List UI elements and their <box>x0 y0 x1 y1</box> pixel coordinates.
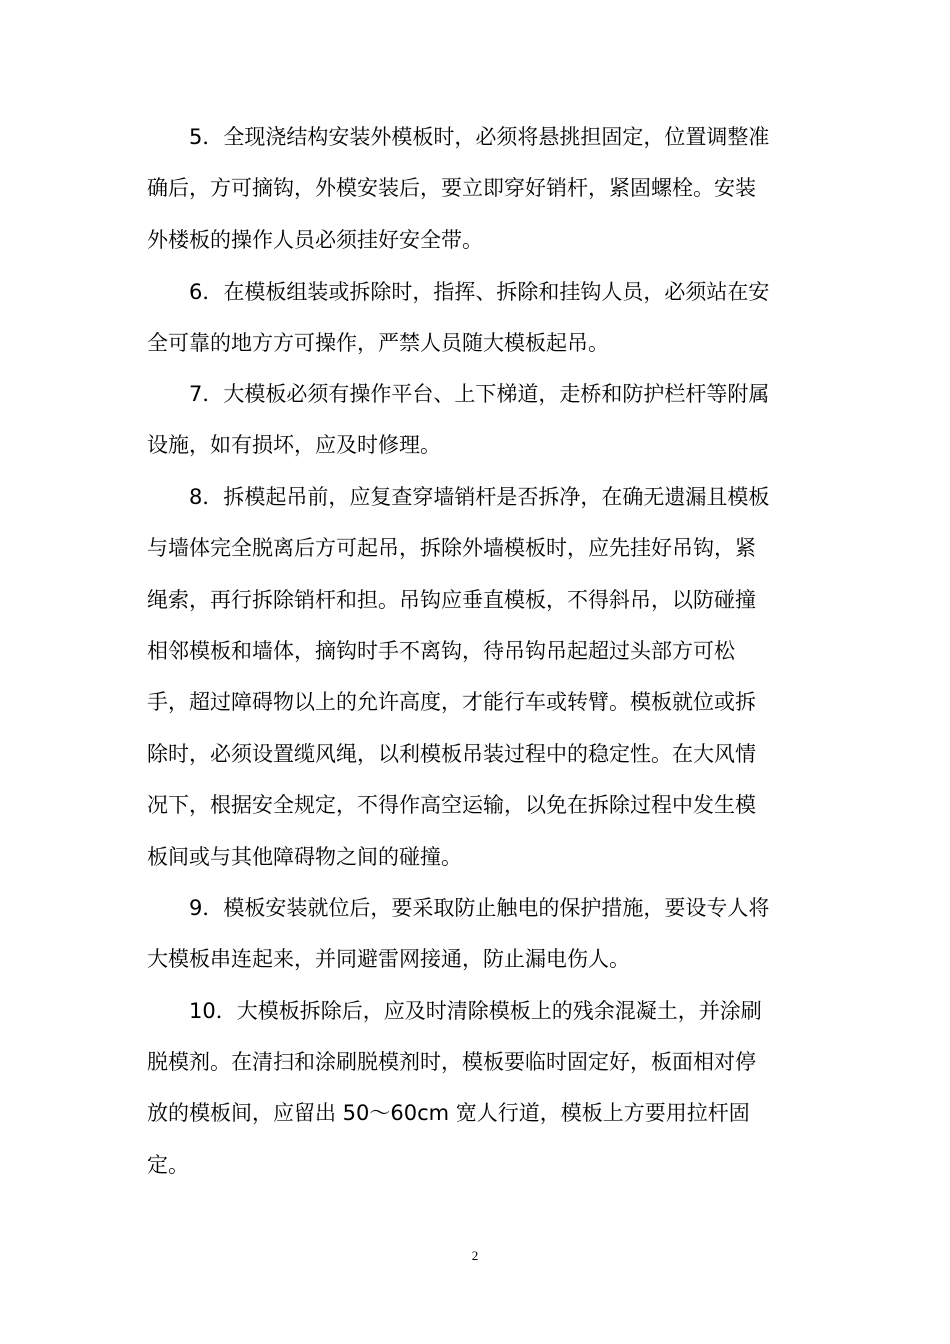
paragraph-7-line-2: 设施，如有损坏，应及时修理。 <box>147 433 441 457</box>
paragraph-8-line-2: 与墙体完全脱离后方可起吊，拆除外墙模板时，应先挂好吊钩，紧 <box>147 536 756 560</box>
paragraph-8-line-8: 板间或与其他障碍物之间的碰撞。 <box>147 845 462 869</box>
paragraph-9-line-1: 9．模板安装就位后，要采取防止触电的保护措施，要设专人将 <box>189 896 770 920</box>
paragraph-10-line-2: 脱模剂。在清扫和涂刷脱模剂时，模板要临时固定好，板面相对停 <box>147 1050 756 1074</box>
paragraph-7-line-1: 7．大模板必须有操作平台、上下梯道，走桥和防护栏杆等附属 <box>189 382 770 406</box>
paragraph-5-line-3: 外楼板的操作人员必须挂好安全带。 <box>147 228 483 252</box>
paragraph-8-line-4: 相邻模板和墙体，摘钩时手不离钩，待吊钩吊起超过头部方可松 <box>147 639 735 663</box>
page-number: 2 <box>471 1248 479 1263</box>
paragraph-6-line-2: 全可靠的地方方可操作，严禁人员随大模板起吊。 <box>147 331 609 355</box>
paragraph-8-line-3: 绳索，再行拆除销杆和担。吊钩应垂直模板，不得斜吊，以防碰撞 <box>147 588 756 612</box>
paragraph-5-line-2: 确后，方可摘钩，外模安装后，要立即穿好销杆，紧固螺栓。安装 <box>147 176 756 200</box>
paragraph-8-line-6: 除时，必须设置缆风绳，以利模板吊装过程中的稳定性。在大风情 <box>147 742 756 766</box>
paragraph-10-line-3: 放的模板间，应留出 50～60cm 宽人行道，模板上方要用拉杆固 <box>147 1101 750 1125</box>
paragraph-8-line-1: 8．拆模起吊前，应复查穿墙销杆是否拆净，在确无遗漏且模板 <box>189 485 770 509</box>
paragraph-10-line-1: 10．大模板拆除后，应及时清除模板上的残余混凝土，并涂刷 <box>189 999 762 1023</box>
paragraph-5-line-1: 5．全现浇结构安装外模板时，必须将悬挑担固定，位置调整准 <box>189 125 770 149</box>
paragraph-9-line-2: 大模板串连起来，并同避雷网接通，防止漏电伤人。 <box>147 947 630 971</box>
paragraph-10-line-4: 定。 <box>147 1153 189 1177</box>
paragraph-8-line-7: 况下，根据安全规定，不得作高空运输，以免在拆除过程中发生模 <box>147 793 756 817</box>
paragraph-6-line-1: 6．在模板组装或拆除时，指挥、拆除和挂钩人员，必须站在安 <box>189 280 770 304</box>
paragraph-8-line-5: 手，超过障碍物以上的允许高度，才能行车或转臂。模板就位或拆 <box>147 690 756 714</box>
